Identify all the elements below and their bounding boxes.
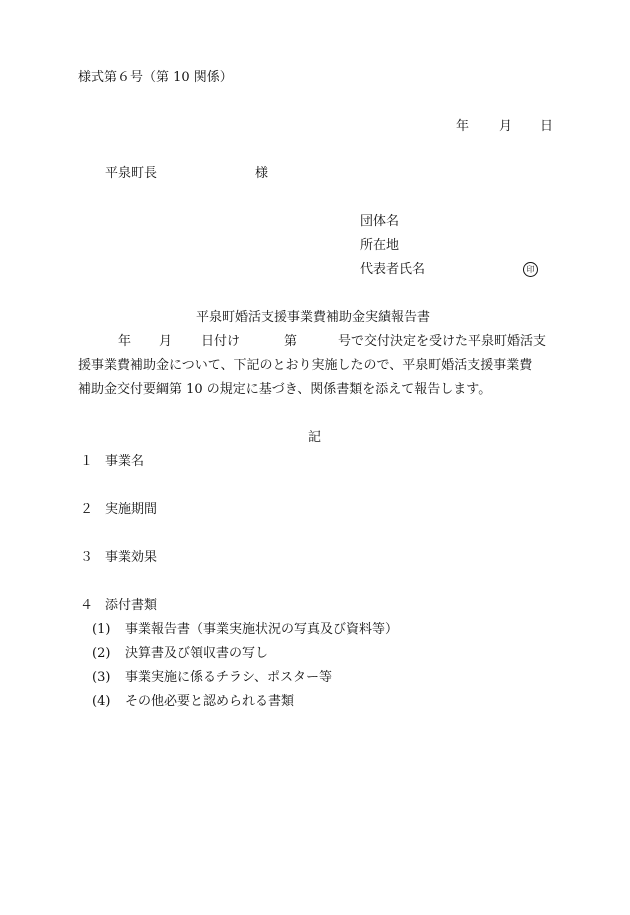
seal-icon: 印 xyxy=(523,262,538,277)
attachment-label: 決算書及び領収書の写し xyxy=(125,646,269,661)
date-year-label: 年 xyxy=(456,119,470,134)
body-month-label: 月 xyxy=(159,334,173,349)
applicant-representative-label: 代表者氏名 xyxy=(360,262,426,277)
item-label: 添付書類 xyxy=(105,598,158,613)
applicant-org-label: 団体名 xyxy=(360,214,400,229)
attachment-number: (2) xyxy=(92,646,111,661)
attachment-label: 事業実施に係るチラシ、ポスター等 xyxy=(125,670,332,685)
body-line-3: 補助金交付要綱第 10 の規定に基づき、関係書類を添えて報告します。 xyxy=(78,382,492,397)
item-label: 実施期間 xyxy=(105,502,158,517)
item-label: 事業効果 xyxy=(105,550,158,565)
attachment-label: 事業報告書（事業実施状況の写真及び資料等） xyxy=(125,622,399,637)
item-number: ４ xyxy=(80,598,94,613)
attachment-number: (1) xyxy=(92,622,111,637)
attachment-label: その他必要と認められる書類 xyxy=(125,694,295,709)
date-month-label: 月 xyxy=(499,119,513,134)
body-line-1-text: 号で交付決定を受けた平泉町婚活支 xyxy=(338,334,547,349)
body-line-2: 援事業費補助金について、下記のとおり実施したので、平泉町婚活支援事業費 xyxy=(78,358,533,373)
addressee-name: 平泉町長 xyxy=(105,166,158,181)
ki-heading: 記 xyxy=(308,430,322,445)
item-number: １ xyxy=(80,454,94,469)
item-number: ３ xyxy=(80,550,94,565)
attachment-number: (3) xyxy=(92,670,111,685)
body-number-prefix: 第 xyxy=(284,334,298,349)
body-year-label: 年 xyxy=(118,334,132,349)
form-number: 様式第６号（第 10 関係） xyxy=(78,70,233,85)
addressee-suffix: 様 xyxy=(255,166,269,181)
applicant-address-label: 所在地 xyxy=(360,238,400,253)
document-title: 平泉町婚活支援事業費補助金実績報告書 xyxy=(196,310,431,325)
body-date-label: 日付け xyxy=(201,334,241,349)
attachment-number: (4) xyxy=(92,694,111,709)
item-label: 事業名 xyxy=(105,454,145,469)
item-number: ２ xyxy=(80,502,94,517)
date-day-label: 日 xyxy=(540,119,554,134)
